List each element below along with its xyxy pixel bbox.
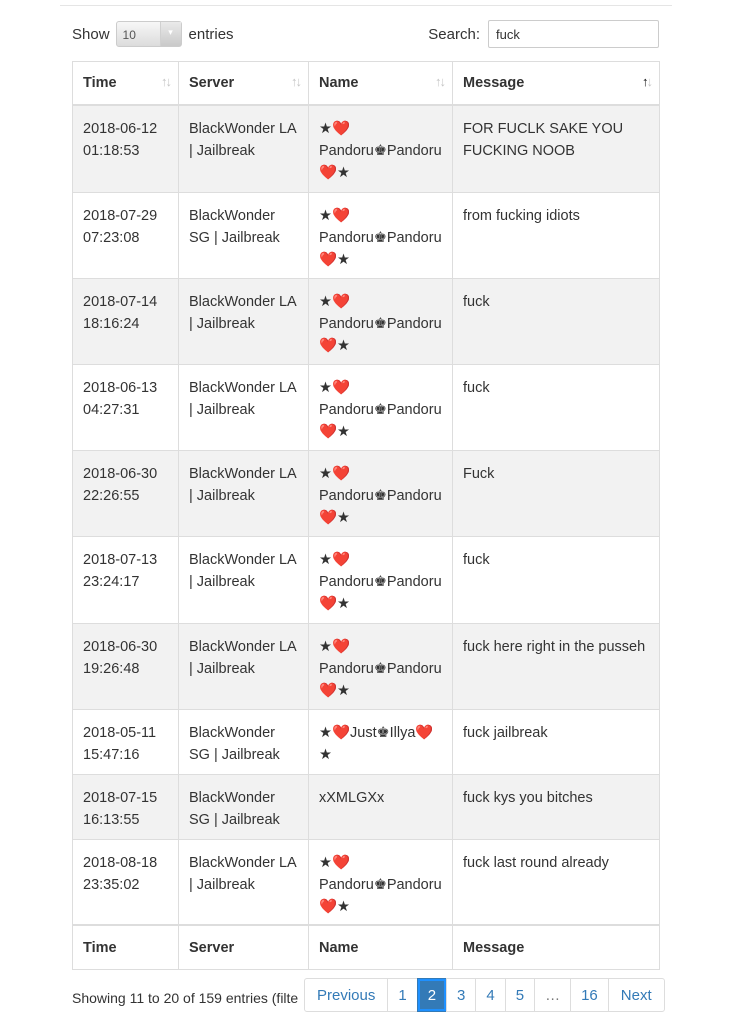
sort-both-icon: ↑↓ — [161, 74, 170, 89]
header-row — [73, 62, 660, 106]
search-filter — [428, 20, 659, 48]
column-header-name[interactable]: Name ↑↓ — [309, 62, 453, 106]
cell-server: BlackWonder SG | Jailbreak — [179, 709, 309, 774]
cell-message: fuck here right in the pusseh — [453, 623, 660, 709]
sort-asc-icon: ↑↓ — [642, 74, 651, 89]
search-label: Search: — [428, 25, 480, 43]
top-divider — [60, 5, 672, 6]
cell-time: 2018-07-13 23:24:17 — [73, 536, 179, 623]
cell-server: BlackWonder LA | Jailbreak — [179, 839, 309, 925]
cell-name: ★❤️ Pandoru♚Pandoru ❤️★ — [309, 839, 453, 925]
table-row — [73, 192, 660, 278]
cell-server: BlackWonder SG | Jailbreak — [179, 774, 309, 839]
table-row — [73, 536, 660, 623]
footer-row — [73, 925, 660, 970]
page-button-5[interactable]: 5 — [505, 978, 535, 1012]
cell-time: 2018-06-12 01:18:53 — [73, 105, 179, 192]
cell-server: BlackWonder LA | Jailbreak — [179, 623, 309, 709]
entries-per-page-value: 10 — [122, 28, 136, 42]
table-row — [73, 278, 660, 364]
column-footer-server: Server — [179, 925, 309, 970]
previous-page-button[interactable]: Previous — [304, 978, 388, 1012]
column-header-message[interactable]: Message ↑↓ — [453, 62, 660, 106]
cell-message: FOR FUCLK SAKE YOU FUCKING NOOB — [453, 105, 660, 192]
cell-message: from fucking idiots — [453, 192, 660, 278]
cell-name: ★❤️ Pandoru♚Pandoru ❤️★ — [309, 623, 453, 709]
cell-server: BlackWonder SG | Jailbreak — [179, 192, 309, 278]
cell-time: 2018-06-30 22:26:55 — [73, 450, 179, 536]
table-row — [73, 105, 660, 192]
length-label-after: entries — [188, 25, 234, 43]
cell-time: 2018-07-14 18:16:24 — [73, 278, 179, 364]
cell-server: BlackWonder LA | Jailbreak — [179, 364, 309, 450]
table-row — [73, 364, 660, 450]
table-info: Showing 11 to 20 of 159 entries (filte — [72, 990, 299, 1006]
page-button-2[interactable]: 2 — [417, 978, 447, 1012]
cell-name: ★❤️ Pandoru♚Pandoru ❤️★ — [309, 364, 453, 450]
table-row — [73, 839, 660, 925]
page-button-3[interactable]: 3 — [446, 978, 476, 1012]
entries-per-page-select[interactable] — [116, 21, 182, 47]
cell-name: ★❤️ Pandoru♚Pandoru ❤️★ — [309, 278, 453, 364]
cell-name: xXMLGXx — [309, 774, 453, 839]
column-header-time[interactable]: Time ↑↓ — [73, 62, 179, 106]
search-input[interactable] — [488, 20, 659, 48]
chevron-down-icon: ▾ — [160, 22, 181, 46]
cell-message: fuck — [453, 364, 660, 450]
cell-time: 2018-07-29 07:23:08 — [73, 192, 179, 278]
chat-log-table — [72, 61, 660, 970]
table-row — [73, 450, 660, 536]
cell-name: ★❤️Just♚Illya❤️ ★ — [309, 709, 453, 774]
page-button-1[interactable]: 1 — [387, 978, 417, 1012]
cell-message: fuck jailbreak — [453, 709, 660, 774]
cell-name: ★❤️ Pandoru♚Pandoru ❤️★ — [309, 105, 453, 192]
next-page-button[interactable]: Next — [608, 978, 665, 1012]
cell-server: BlackWonder LA | Jailbreak — [179, 536, 309, 623]
length-label-before: Show — [72, 25, 110, 43]
pagination — [304, 978, 665, 1012]
cell-time: 2018-05-11 15:47:16 — [73, 709, 179, 774]
pagination-ellipsis: … — [534, 978, 571, 1012]
column-footer-name: Name — [309, 925, 453, 970]
table-row — [73, 774, 660, 839]
table-row — [73, 623, 660, 709]
page-button-16[interactable]: 16 — [570, 978, 609, 1012]
cell-message: fuck — [453, 278, 660, 364]
sort-both-icon: ↑↓ — [291, 74, 300, 89]
sort-both-icon: ↑↓ — [435, 74, 444, 89]
cell-time: 2018-06-13 04:27:31 — [73, 364, 179, 450]
cell-name: ★❤️ Pandoru♚Pandoru ❤️★ — [309, 450, 453, 536]
cell-server: BlackWonder LA | Jailbreak — [179, 278, 309, 364]
cell-time: 2018-06-30 19:26:48 — [73, 623, 179, 709]
cell-message: Fuck — [453, 450, 660, 536]
column-footer-time: Time — [73, 925, 179, 970]
page-button-4[interactable]: 4 — [475, 978, 505, 1012]
cell-message: fuck kys you bitches — [453, 774, 660, 839]
cell-message: fuck last round already — [453, 839, 660, 925]
cell-server: BlackWonder LA | Jailbreak — [179, 450, 309, 536]
column-footer-message: Message — [453, 925, 660, 970]
cell-name: ★❤️ Pandoru♚Pandoru ❤️★ — [309, 192, 453, 278]
length-menu — [72, 20, 234, 48]
cell-server: BlackWonder LA | Jailbreak — [179, 105, 309, 192]
cell-name: ★❤️ Pandoru♚Pandoru ❤️★ — [309, 536, 453, 623]
cell-time: 2018-07-15 16:13:55 — [73, 774, 179, 839]
column-header-server[interactable]: Server ↑↓ — [179, 62, 309, 106]
cell-message: fuck — [453, 536, 660, 623]
cell-time: 2018-08-18 23:35:02 — [73, 839, 179, 925]
table-row — [73, 709, 660, 774]
